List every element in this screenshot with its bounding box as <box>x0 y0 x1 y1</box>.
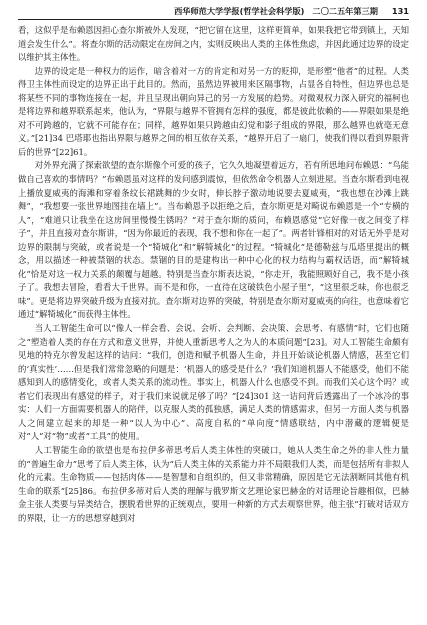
paragraph: 对外界充满了探索欲望的查尔斯像个可爱的孩子，它久久地凝望着远方，若有所思地问布赖恩：“鸟能做自己喜欢的事情吗？”布赖恩虽对这样的发问感到震惊，但依然命令机器人立刻进屋。当查尔斯看到电视上播放夏威夷的海滩和穿着条纹长裙跳舞的少女时，伸长脖子激动地说要去夏威夷，“我也想在沙滩上跳舞”，“我想要一张世界地图挂在墙上”。当布赖恩予以拒绝之后，查尔斯更是对畸说布赖恩是一个“专横的人”，“难道只让我坐在这房间里慢慢生锈吗？”对于查尔斯的质问，布赖恩感觉“它好像一夜之间变了样子”，并且直接对查尔斯讲，“因为你最近的表现，我不想和你在一起了”。两者针锋相对的对话无外乎是对边界的限制与突破，或者说是一个“犄城化”和“解犄城化”的过程。“犄城化”是德勒兹与瓜塔里提出的概念，用以描述一种被禁锢的状态。禁锢的目的是建构出一种中心化的权力结构与霸权话语，而“解犄城化”恰是对这一权力关系的颠覆与超越。特别是当查尔斯表达说，“你走开，我能照顾好自己，我不是小孩子了。我想去冒险，看看大千世界。而不是和你，一直待在这破铁色小屋子里”，“这里很乏味，你也很乏味”。更是将边界突破升级为直接对抗。查尔斯对边界的突破，特别是查尔斯对夏威夷的向往，也意味着它通过“解犄城化”而获得主体性。 <box>18 160 409 320</box>
paragraph: 看，这似乎是布赖恩因担心查尔斯被外人发现，“把它留在这里，这样更简单，如果我把它带到镇上，天知道会发生什么”。将查尔斯的活动限定在房间之内，实则反映出人类的主体性焦虑，并因此通过边界的设定以维护其主体性。 <box>18 25 409 63</box>
paragraph: 当人工智能生命可以“像人一样会看、会说、会听、会判断、会决策、会思考、有感情”时，它们也随之“塑造着人类的存在方式和意义世界，并使人重新思考人之为人的本质问题”[23]。对人工智能生命颇有见地的特克尔曾发起这样的诘问：“我们，创造和赋予机器人生命，并且开始谈论机器人情感，甚至它们的‘真实性’……但是我们常常忽略的问题是：‘机器人的感受是什么？’我们知道机器人不能感受，他们不能感知到人的感情变化，或者人类关系的流动性。事实上，机器人什么也感受不到。而我们关心这个吗？或者它们表现出有感觉的样子，对于我们来说就足够了吗？”[24]301 这一诘问背后透露出了一个冰冷的事实：人们一方面需要机器人的陪伴，以克服人类的孤独感，满足人类的情感需求，但另一方面人类与机器人之间建立起来的却是一种“以人为中心”、高度自私的“单向度”情感联结，内中潜藏的逻辑便是对“人”对“物”或者“工具”的使用。 <box>18 323 409 442</box>
paragraph: 边界的设定是一种权力的运作，暗含着对一方的肯定和对另一方的贬抑，是形塑“他者”的过程。人类得卫主体性而设定的边界正出于此目的。然而，虽然边界被用来区隔事物，占显各自特性，但边界也总是将某些不同的事物连接在一起，并且呈现出朝向异己的另一方发展的趋势。对微观权力深入研究的福柯也是将边界和越界联系起来，他认为，“界限与越界不管拥有怎样的强度，都是彼此依赖的——界限如果是绝对不可跨越的，它就不可能存在；同样，越界如果只跨越由幻觉和影子组成的界限，那么越界也就毫无意义。”[21]34 巴塔耶也指出界限与越界之间的相互依存关系，“越界开启了一扇门，使我们得以看到界限背后的世界”[22]61。 <box>18 65 409 157</box>
journal-title: 西华师范大学学报(哲学社会科学版) <box>174 6 305 16</box>
page-number: 131 <box>391 6 409 16</box>
paragraph: 人工智能生命的欲望也是布拉伊多蒂思考后人类主体性的突破口，她从人类生命之外的非人性力量的“普遍生命力”思考了后人类主体，认为“后人类主体的关系能力并不局限我们人类，而是包括所有非拟人化的元素。生命物质——包括肉体——是智慧和自组织的，但又非常精确，原因是它无法割断同其他有机生命的联系”[25]86。布拉伊多蒂对后人类的理解与俄罗斯文艺理论家巴赫金的对话理论旨趣相似，巴赫金主张人类要与异类结合，摆脱看世界的正统观点，要用一种新的方式去观察世界，他主张“打破对话双方的界限，让一方的思想穿越到对 <box>18 444 409 523</box>
article-body <box>18 24 409 525</box>
issue-label: 二〇二五年第三期 <box>312 6 378 16</box>
running-header <box>18 6 409 20</box>
